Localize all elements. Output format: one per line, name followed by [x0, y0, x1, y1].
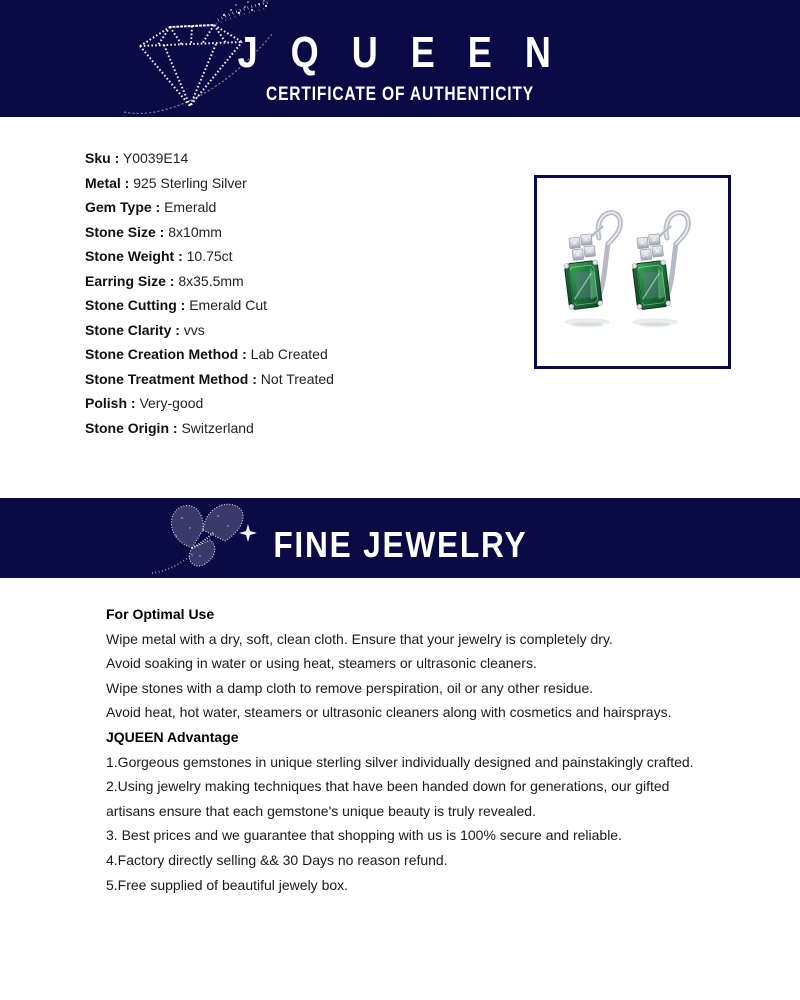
care-line: 2.Using jewelry making techniques that have been handed down for generations, our gifted — [106, 778, 670, 795]
spec-value: 8x35.5mm — [178, 272, 244, 289]
spec-value: 925 Sterling Silver — [133, 174, 247, 191]
advantage-heading: JQUEEN Advantage — [106, 728, 239, 745]
header-band — [0, 0, 800, 117]
care-section — [106, 602, 716, 897]
spec-value: Emerald — [164, 199, 217, 215]
care-line: 5.Free supplied of beautiful jewely box. — [106, 876, 349, 893]
spec-label: Stone Clarity : — [85, 321, 180, 338]
spec-row — [85, 318, 334, 343]
band-title: FINE JEWELRY — [272, 524, 528, 565]
spec-row — [85, 367, 334, 392]
spec-label: Stone Cutting : — [85, 297, 186, 313]
care-line: Wipe stones with a damp cloth to remove perspiration, oil or any other residue. — [106, 679, 594, 696]
spec-value: Not Treated — [260, 370, 334, 387]
spec-label: Metal : — [85, 174, 130, 191]
care-heading: For Optimal Use — [106, 606, 215, 622]
butterfly-icon — [148, 498, 260, 578]
spec-row — [85, 171, 334, 196]
spec-row — [85, 269, 334, 294]
spec-value: 8x10mm — [168, 223, 222, 240]
spec-label: Stone Treatment Method : — [85, 370, 257, 387]
spec-label: Stone Creation Method : — [85, 346, 247, 362]
spec-value: Emerald Cut — [189, 297, 268, 313]
spec-row — [85, 293, 334, 318]
spec-value: Very-good — [139, 395, 204, 411]
spec-value: Lab Created — [250, 346, 328, 362]
care-line: 1.Gorgeous gemstones in unique sterling silver individually designed and painstakingly crafted. — [106, 753, 694, 770]
care-line: 4.Factory directly selling && 30 Days no reason refund. — [106, 851, 448, 868]
spec-row — [85, 391, 334, 416]
care-line: artisans ensure that each gemstone's unique beauty is truly revealed. — [106, 802, 536, 819]
fine-jewelry-band — [0, 498, 800, 578]
spec-value: vvs — [183, 321, 205, 338]
spec-value: Y0039E14 — [122, 150, 189, 166]
care-line: Avoid soaking in water or using heat, steamers or ultrasonic cleaners. — [106, 655, 537, 672]
spec-row — [85, 244, 334, 269]
product-photo — [534, 175, 731, 369]
certificate-subtitle: CERTIFICATE OF AUTHENTICITY — [266, 84, 534, 105]
spec-label: Sku : — [85, 150, 120, 166]
care-line: Avoid heat, hot water, steamers or ultrasonic cleaners along with cosmetics and hairsprays. — [106, 704, 672, 721]
spec-row — [85, 342, 334, 367]
spec-label: Gem Type : — [85, 199, 161, 215]
spec-list — [85, 146, 334, 440]
brand-title: J Q U E E N — [237, 28, 563, 77]
care-line: 3. Best prices and we guarantee that shopping with us is 100% secure and reliable. — [106, 827, 622, 844]
spec-row — [85, 416, 334, 441]
spec-label: Earring Size : — [85, 272, 175, 289]
spec-label: Stone Origin : — [85, 419, 178, 436]
spec-label: Stone Size : — [85, 223, 165, 240]
earrings-illustration — [537, 178, 728, 366]
care-line: Wipe metal with a dry, soft, clean cloth. Ensure that your jewelry is completely dry. — [106, 630, 613, 647]
spec-value: Switzerland — [181, 419, 254, 436]
spec-value: 10.75ct — [186, 248, 233, 264]
spec-row — [85, 195, 334, 220]
spec-row — [85, 146, 334, 171]
spec-label: Stone Weight : — [85, 248, 183, 264]
spec-row — [85, 220, 334, 245]
spec-label: Polish : — [85, 395, 136, 411]
